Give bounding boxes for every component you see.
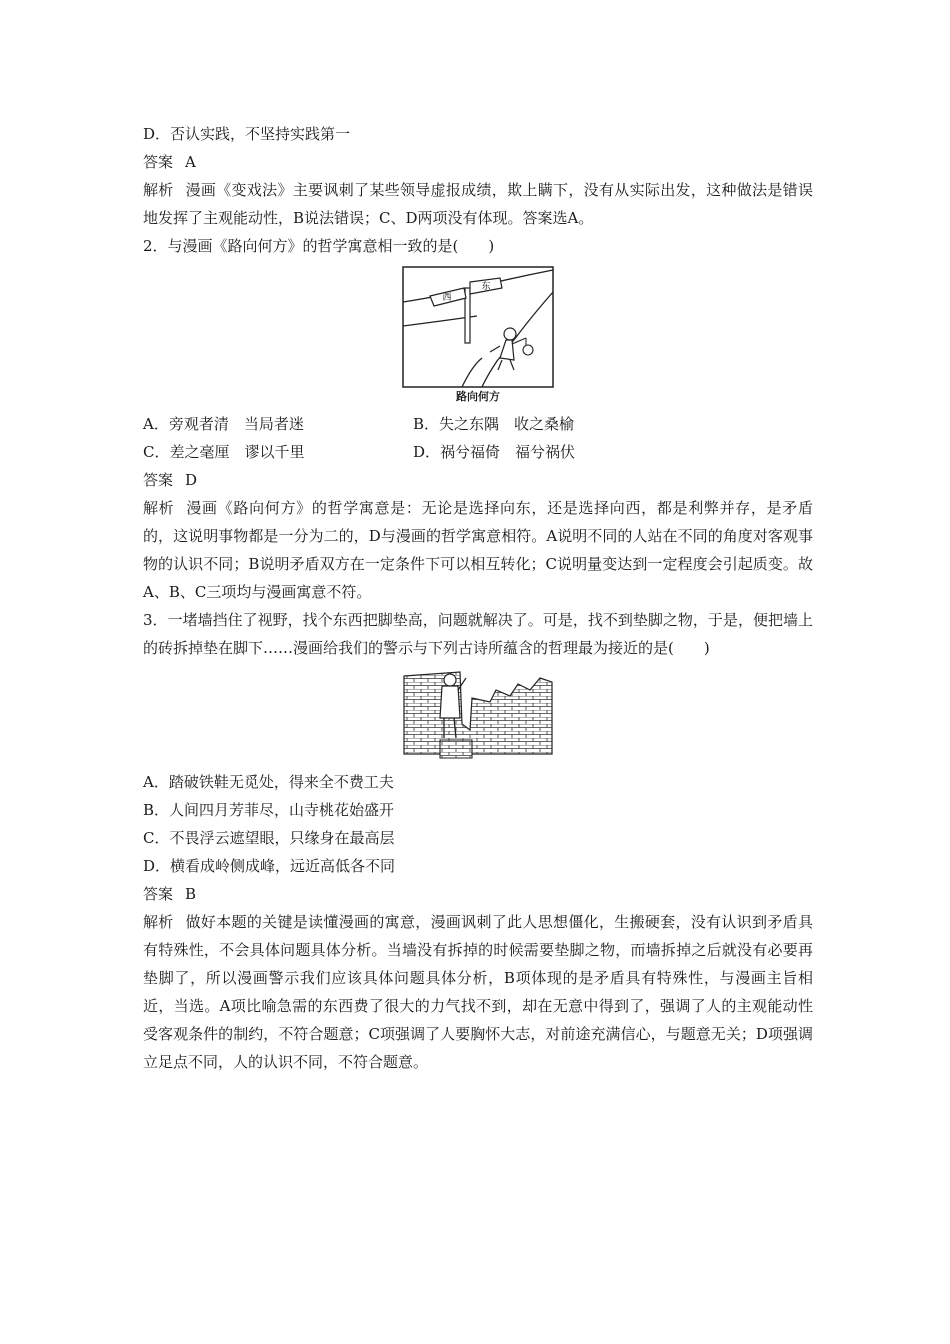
q2-option-d: D．祸兮福倚 福兮祸伏 xyxy=(413,443,576,461)
wall-cartoon-image xyxy=(400,668,556,762)
sign-east-text: 东 xyxy=(481,282,491,292)
answer-label: 答案 xyxy=(143,153,174,171)
q3-option-d: D．横看成岭侧成峰，远近高低各不同 xyxy=(143,857,396,875)
analysis-text: 漫画《路向何方》的哲学寓意是：无论是选择向东，还是选择向西，都是利弊并存，是矛盾的，这说明事物都是一分为二的，D与漫画的哲学寓意相符。A说明不同的人站在不同的角度对客观事物的认识不同；B说明矛盾双方在一定条件下可以相互转化；C说明量变达到一定程度会引起质变。故A、B、C三项均与漫画寓意不符。 xyxy=(143,499,813,601)
analysis-label: 解析 xyxy=(143,913,174,931)
answer-value: B xyxy=(185,885,197,903)
q2-answer xyxy=(143,466,813,494)
q1-answer xyxy=(143,148,813,176)
answer-value: A xyxy=(185,153,196,171)
q2-analysis xyxy=(143,494,813,606)
analysis-text: 漫画《变戏法》主要讽刺了某些领导虚报成绩，欺上瞒下，没有从实际出发，这种做法是错误地发挥了主观能动性，B说法错误；C、D两项没有体现。答案选A。 xyxy=(143,181,813,227)
answer-label: 答案 xyxy=(143,471,174,489)
q2-cartoon-figure xyxy=(143,266,813,404)
analysis-text: 做好本题的关键是读懂漫画的寓意，漫画讽刺了此人思想僵化，生搬硬套，没有认识到矛盾具有特殊性，不会具体问题具体分析。当墙没有拆掉的时候需要垫脚之物，而墙拆掉之后就没有必要再垫脚了，所以漫画警示我们应该具体问题具体分析，B项体现的是矛盾具有特殊性，与漫画主旨相近，当选。A项比喻急需的东西费了很大的力气找不到，却在无意中得到了，强调了人的主观能动性受客观条件的制约，不符合题意；C项强调了人要胸怀大志，对前途充满信心，与题意无关；D项强调立足点不同，人的认识不同，不符合题意。 xyxy=(143,913,813,1071)
q3-option-a: A．踏破铁鞋无觅处，得来全不费工夫 xyxy=(143,773,394,791)
q3-analysis xyxy=(143,908,813,1076)
answer-value: D xyxy=(185,471,198,489)
q2-option-a: A．旁观者清 当局者迷 xyxy=(143,415,304,433)
analysis-label: 解析 xyxy=(143,499,175,517)
answer-label: 答案 xyxy=(143,885,174,903)
road-cartoon-image xyxy=(402,266,554,388)
q3-cartoon-figure xyxy=(143,668,813,762)
q1-option-d: D．否认实践，不坚持实践第一 xyxy=(143,125,351,143)
document-body xyxy=(143,120,813,1076)
sign-west-text: 西 xyxy=(442,293,452,303)
q3-answer xyxy=(143,880,813,908)
q3-option-b: B．人间四月芳菲尽，山寺桃花始盛开 xyxy=(143,801,395,819)
q1-analysis xyxy=(143,176,813,232)
q2-options-row-2 xyxy=(143,438,813,466)
q3-option-c: C．不畏浮云遮望眼，只缘身在最高层 xyxy=(143,829,395,847)
q2-option-c: C．差之毫厘 谬以千里 xyxy=(143,443,305,461)
q2-options-row-1 xyxy=(143,410,813,438)
cartoon-caption: 路向何方 xyxy=(456,390,500,403)
q3-stem: 3．一堵墙挡住了视野，找个东西把脚垫高，问题就解决了。可是，找不到垫脚之物，于是，便把墙上的砖拆掉垫在脚下……漫画给我们的警示与下列古诗所蕴含的哲理最为接近的是( ) xyxy=(143,611,813,657)
q2-option-b: B．失之东隅 收之桑榆 xyxy=(413,415,575,433)
q2-stem: 2．与漫画《路向何方》的哲学寓意相一致的是( ) xyxy=(143,237,495,255)
analysis-label: 解析 xyxy=(143,181,174,199)
